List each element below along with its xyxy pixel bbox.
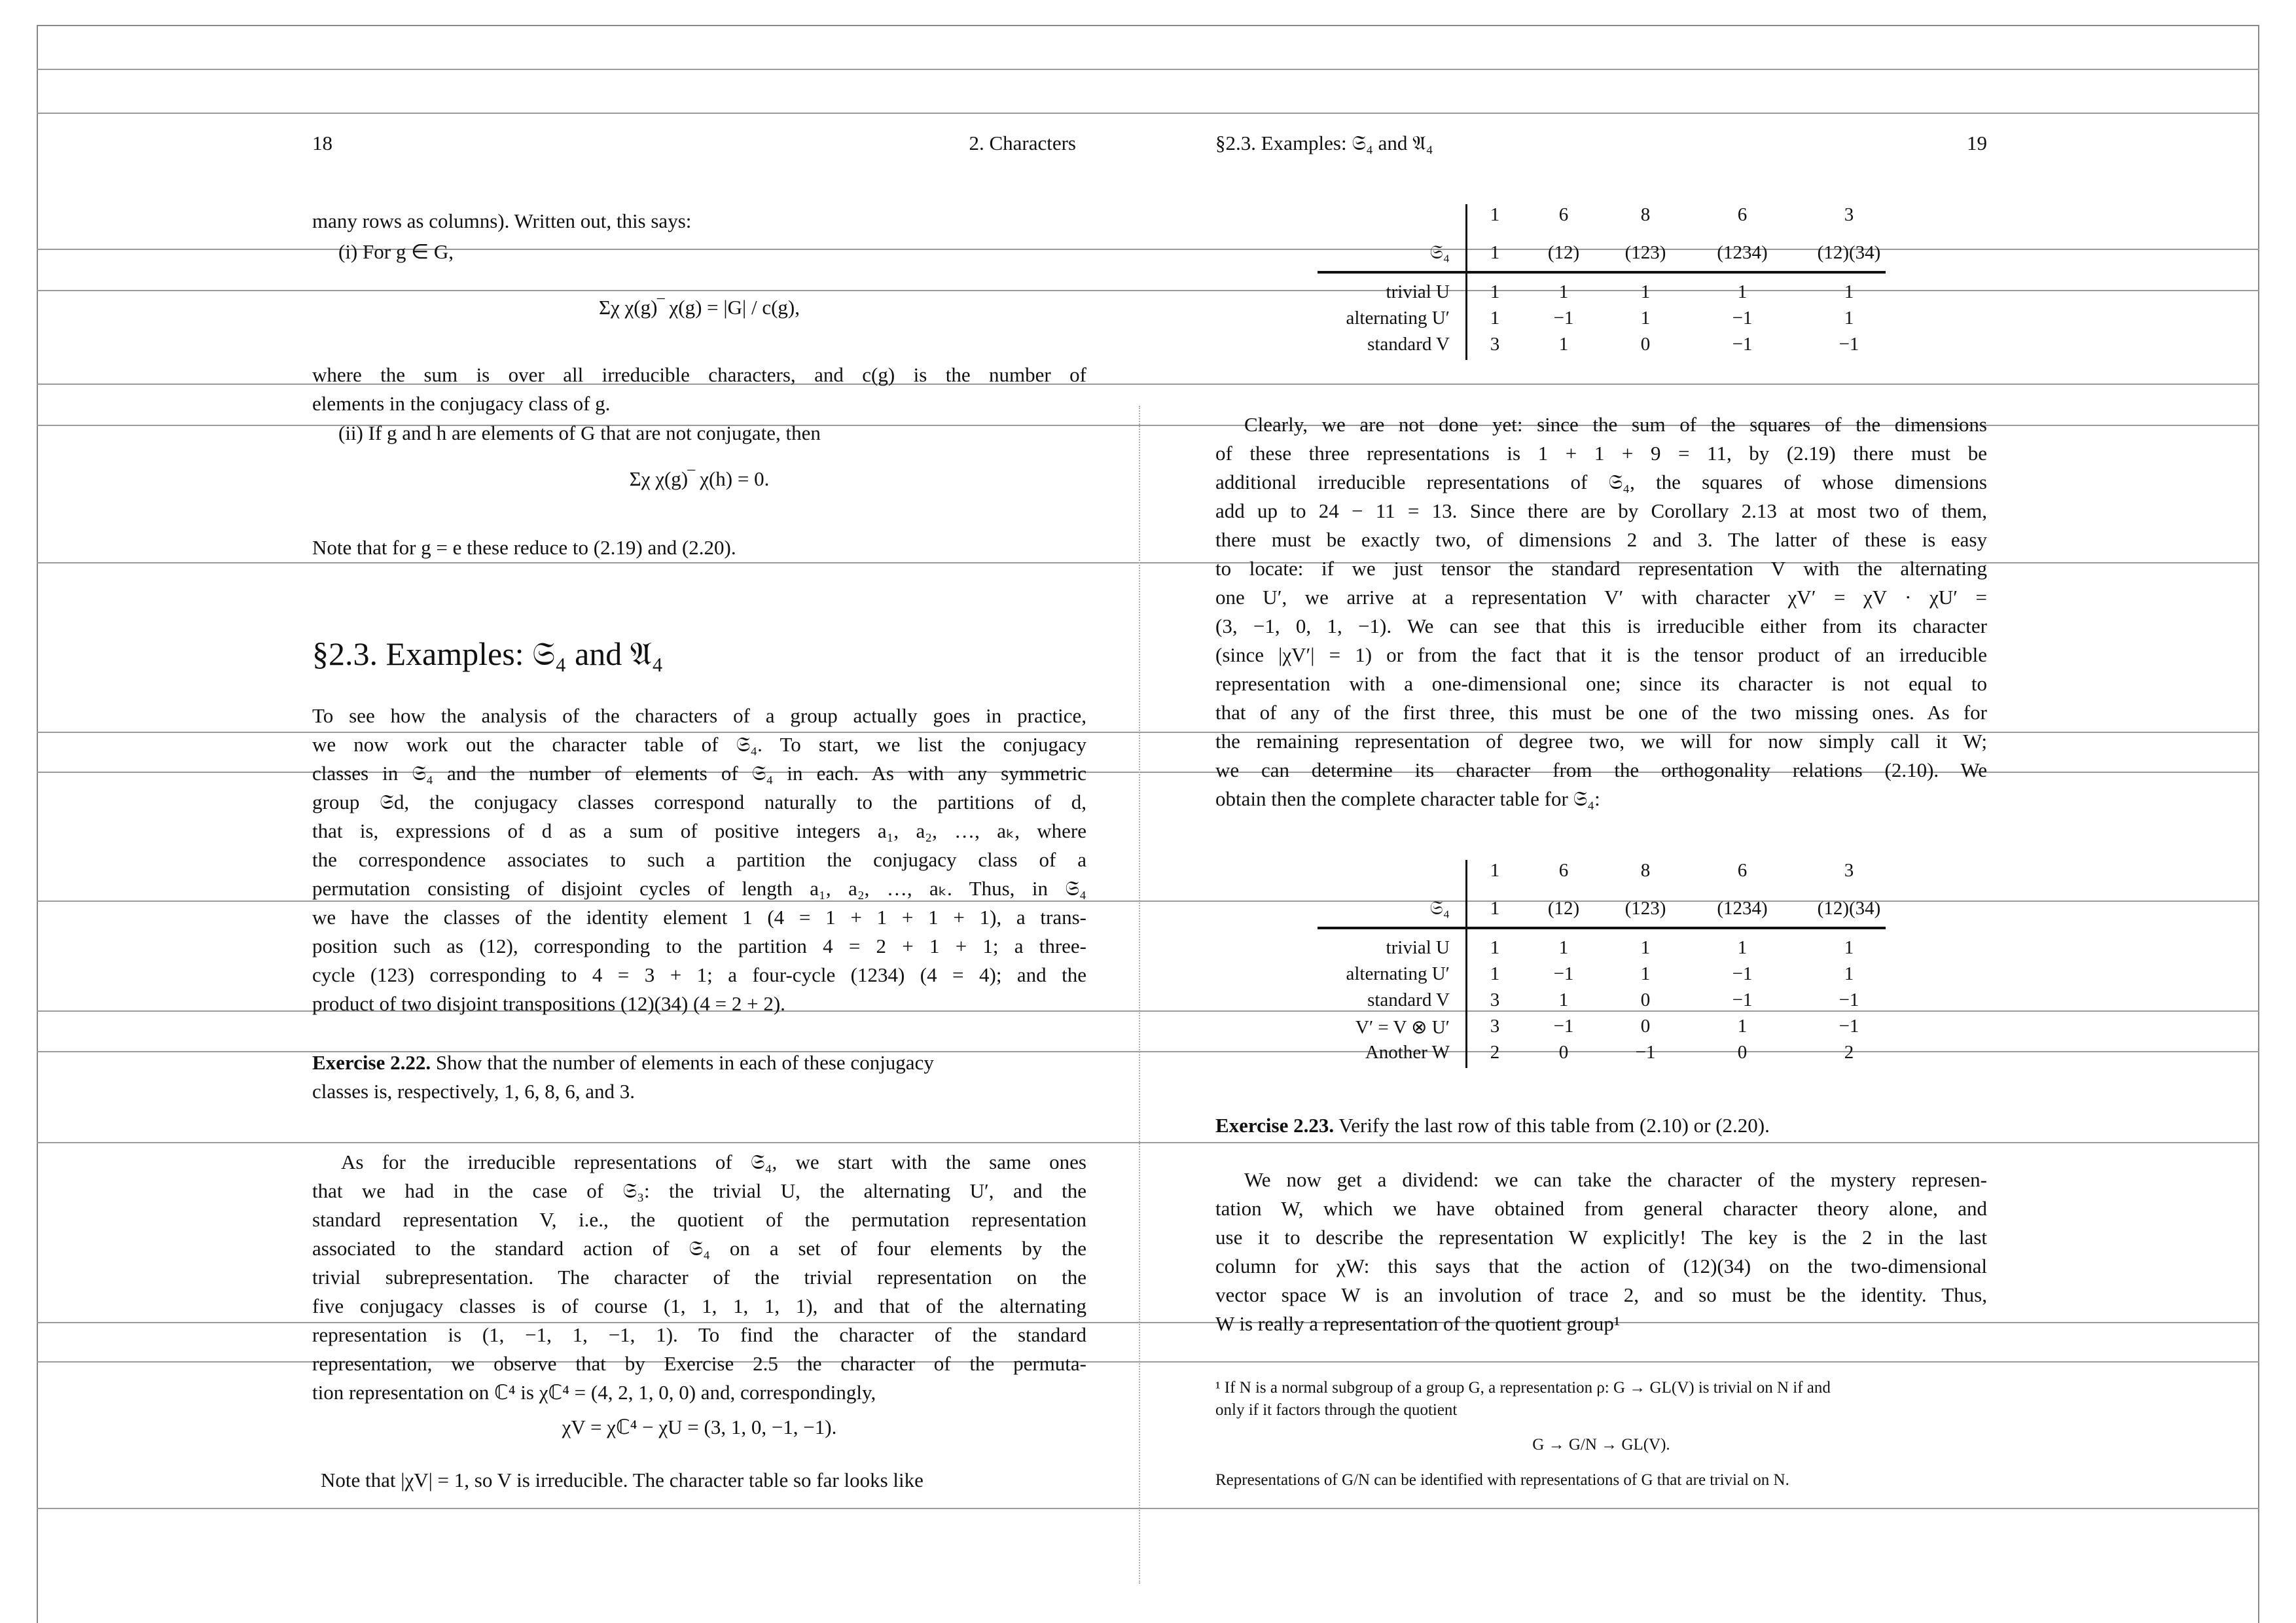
class-size: 6 [1737,860,1748,881]
text-line: To see how the analysis of the characters of a group actually goes in practice, [312,704,1086,727]
representation-label: standard V [1367,334,1450,355]
class-representative: (1234) [1717,898,1768,919]
character-value: 0 [1737,1042,1748,1063]
class-size: 3 [1844,204,1854,225]
class-representative: 1 [1490,242,1500,263]
text-line: where the sum is over all irreducible characters, and c(g) is the number of [312,363,1086,386]
footnote-line-2: only if it factors through the quotient [1215,1401,1458,1419]
character-value: 0 [1640,334,1651,355]
class-size: 6 [1558,204,1569,225]
character-value: 0 [1640,990,1651,1010]
character-value: −1 [1553,308,1574,329]
ruled-line [37,69,2259,70]
character-value: −1 [1732,308,1753,329]
text-line: one U′, we arrive at a representation V′ with character χV′ = χV · χU′ = [1215,586,1987,609]
class-representative: (12)(34) [1817,898,1881,919]
footnote-last: Representations of G/N can be identified with representations of G that are trivial on N. [1215,1471,1789,1489]
text-line: the remaining representation of degree two, we will for now simply call it W; [1215,730,1987,753]
note-line: Note that for g = e these reduce to (2.19) and (2.20). [312,536,736,559]
page-frame-top [37,25,2259,26]
class-size: 3 [1844,860,1854,881]
clearly-paragraph [1215,410,1987,813]
character-value: 3 [1490,1016,1500,1037]
text-line: the correspondence associates to such a partition the conjugacy class of a [312,848,1086,871]
text-line: cycle (123) corresponding to 4 = 3 + 1; a four-cycle (1234) (4 = 4); and the [312,963,1086,986]
character-value: 1 [1558,990,1569,1010]
irreducible-paragraph [312,1148,1086,1407]
text-line: permutation consisting of disjoint cycles of length a₁, a₂, …, aₖ. Thus, in 𝔖₄ [312,877,1086,900]
text-line: representation with a one-dimensional one; since its character is not equal to [1215,672,1987,695]
exercise-text: Show that the number of elements in each of these conjugacy [431,1051,934,1074]
class-size: 1 [1490,860,1500,881]
text-line: that is, expressions of d as a sum of positive integers a₁, a₂, …, aₖ, where [312,819,1086,842]
character-value: 1 [1640,937,1651,958]
representation-label: alternating U′ [1346,308,1450,329]
where-paragraph [312,361,1086,418]
formula-orthogonality-2: Σχ χ(g)‾ χ(h) = 0. [629,467,770,490]
intro-line: many rows as columns). Written out, this says: [312,209,692,232]
character-value: −1 [1839,334,1859,355]
exercise-2-22-line-2: classes is, respectively, 1, 6, 8, 6, and 3. [312,1080,636,1103]
left-page-number: 18 [312,132,332,154]
class-representative: (12) [1547,242,1580,263]
character-value: −1 [1732,990,1753,1010]
character-value: −1 [1839,1016,1859,1037]
text-line: As for the irreducible representations of 𝔖₄, we start with the same ones [341,1150,1086,1173]
text-line: additional irreducible representations of 𝔖₄, the squares of whose dimensions [1215,471,1987,493]
text-line: elements in the conjugacy class of g. [312,392,611,415]
class-size: 8 [1640,860,1651,881]
text-line: tation W, which we have obtained from general character theory alone, and [1215,1197,1987,1220]
character-value: 2 [1490,1042,1500,1063]
exercise-2-23 [1215,1111,1770,1140]
page-frame-left [37,25,38,1623]
text-line: of these three representations is 1 + 1 + 9 = 11, by (2.19) there must be [1215,442,1987,465]
text-line: vector space W is an involution of trace 2, and so must be the identity. Thus, [1215,1283,1987,1306]
footnote-line-1: ¹ If N is a normal subgroup of a group G, a representation ρ: G → GL(V) is trivial on N if and [1215,1379,1831,1397]
text-line: product of two disjoint transpositions (12)(34) (4 = 2 + 2). [312,992,785,1015]
item-ii: (ii) If g and h are elements of G that are not conjugate, then [338,421,821,444]
character-value: 1 [1737,1016,1748,1037]
text-line: obtain then the complete character table for 𝔖₄: [1215,787,1600,810]
ruled-line [37,1142,2259,1143]
class-representative: (12) [1547,898,1580,919]
exercise-label: Exercise 2.23. [1215,1114,1335,1137]
text-line: standard representation V, i.e., the quotient of the permutation representation [312,1208,1086,1231]
text-line: five conjugacy classes is of course (1, 1, 1, 1, 1), and that of the alternating [312,1294,1086,1317]
text-line: we have the classes of the identity element 1 (4 = 1 + 1 + 1 + 1), a trans- [312,906,1086,929]
representation-label: Another W [1365,1042,1450,1063]
text-line: that we had in the case of 𝔖₃: the trivial U, the alternating U′, and the [312,1179,1086,1202]
class-size: 6 [1737,204,1748,225]
book-spine [1139,406,1140,1584]
table-divider [1465,860,1467,1068]
text-line: we can determine its character from the orthogonality relations (2.10). We [1215,758,1987,781]
class-size: 1 [1490,204,1500,225]
exercise-text: Verify the last row of this table from (2.10) or (2.20). [1334,1114,1770,1137]
exercise-2-22 [312,1048,934,1077]
character-value: −1 [1553,963,1574,984]
character-value: 1 [1640,308,1651,329]
character-value: 1 [1737,937,1748,958]
text-line: trivial subrepresentation. The character of the trivial representation on the [312,1266,1086,1289]
text-line: representation is (1, −1, 1, −1, 1). To find the character of the standard [312,1323,1086,1346]
page-frame-right [2258,25,2259,1623]
conjugacy-paragraph [312,702,1086,1018]
class-representative: (123) [1624,898,1666,919]
text-line: W is really a representation of the quotient group¹ [1215,1312,1621,1335]
character-value: −1 [1732,334,1753,355]
right-page-number: 19 [1967,132,1987,154]
class-representative: (123) [1624,242,1666,263]
character-value: 1 [1490,281,1500,302]
text-line: group 𝔖d, the conjugacy classes correspond naturally to the partitions of d, [312,791,1086,813]
ruled-line [37,290,2259,291]
group-label: 𝔖₄ [1429,898,1450,919]
class-representative: 1 [1490,898,1500,919]
character-value: −1 [1635,1042,1656,1063]
character-value: 1 [1490,937,1500,958]
table-divider [1465,204,1467,360]
representation-label: trivial U [1386,937,1450,958]
character-value: 1 [1844,308,1854,329]
text-line: associated to the standard action of 𝔖₄ on a set of four elements by the [312,1237,1086,1260]
representation-label: V′ = V ⊗ U′ [1355,1017,1450,1038]
character-value: −1 [1839,990,1859,1010]
character-value: −1 [1553,1016,1574,1037]
class-representative: (12)(34) [1817,242,1881,263]
text-line: (since |χV′| = 1) or from the fact that it is the tensor product of an irreducible [1215,643,1987,666]
character-value: 2 [1844,1042,1854,1063]
character-value: 0 [1640,1016,1651,1037]
text-line: there must be exactly two, of dimensions 2 and 3. The latter of these is easy [1215,528,1987,551]
text-line: tion representation on ℂ⁴ is χℂ⁴ = (4, 2, 1, 0, 0) and, correspondingly, [312,1381,876,1404]
text-line: (3, −1, 0, 1, −1). We can see that this is irreducible either from its character [1215,615,1987,637]
dividend-paragraph [1215,1166,1987,1338]
table-rule [1318,271,1886,274]
character-value: 3 [1490,334,1500,355]
text-line: classes in 𝔖₄ and the number of elements of 𝔖₄ in each. As with any symmetric [312,762,1086,785]
text-line: to locate: if we just tensor the standard representation V with the alternating [1215,557,1987,580]
exercise-label: Exercise 2.22. [312,1051,431,1074]
character-value: −1 [1732,963,1753,984]
item-i: (i) For g ∈ G, [338,240,454,263]
group-label: 𝔖₄ [1429,242,1450,263]
representation-label: standard V [1367,990,1450,1010]
text-line: use it to describe the representation W explicitly! The key is the 2 in the last [1215,1226,1987,1249]
text-line: Clearly, we are not done yet: since the sum of the squares of the dimensions [1244,413,1987,436]
character-value: 1 [1558,937,1569,958]
class-size: 6 [1558,860,1569,881]
text-line: We now get a dividend: we can take the character of the mystery represen- [1244,1168,1987,1191]
character-value: 1 [1844,963,1854,984]
class-size: 8 [1640,204,1651,225]
section-heading: §2.3. Examples: 𝔖₄ and 𝔄₄ [312,635,664,672]
character-value: 1 [1490,308,1500,329]
character-value: 1 [1558,281,1569,302]
representation-label: trivial U [1386,281,1450,302]
character-value: 1 [1490,963,1500,984]
character-value: 1 [1640,281,1651,302]
text-line: add up to 24 − 11 = 13. Since there are by Corollary 2.13 at most two of them, [1215,499,1987,522]
ruled-line [37,113,2259,114]
formula-standard-character: χV = χℂ⁴ − χU = (3, 1, 0, −1, −1). [562,1416,837,1438]
formula-orthogonality-1: Σχ χ(g)‾ χ(g) = |G| / c(g), [599,296,800,319]
text-line: that of any of the first three, this must be one of the two missing ones. As for [1215,701,1987,724]
class-representative: (1234) [1717,242,1768,263]
character-value: 3 [1490,990,1500,1010]
representation-label: alternating U′ [1346,963,1450,984]
text-line: we now work out the character table of 𝔖₄. To start, we list the conjugacy [312,733,1086,756]
ruled-line [37,1508,2259,1509]
character-value: 0 [1558,1042,1569,1063]
character-value: 1 [1844,281,1854,302]
footnote-formula: G → G/N → GL(V). [1532,1436,1670,1454]
table-rule [1318,927,1886,929]
text-line: column for χW: this says that the action of (12)(34) on the two-dimensional [1215,1255,1987,1277]
left-running-head: 2. Characters [969,132,1076,154]
text-line: representation, we observe that by Exercise 2.5 the character of the permuta- [312,1352,1086,1375]
character-value: 1 [1737,281,1748,302]
character-value: 1 [1640,963,1651,984]
character-value: 1 [1558,334,1569,355]
final-line: Note that |χV| = 1, so V is irreducible. The character table so far looks like [321,1469,924,1491]
character-value: 1 [1844,937,1854,958]
right-running-head: §2.3. Examples: 𝔖₄ and 𝔄₄ [1215,132,1433,154]
text-line: position such as (12), corresponding to the partition 4 = 2 + 1 + 1; a three- [312,935,1086,957]
